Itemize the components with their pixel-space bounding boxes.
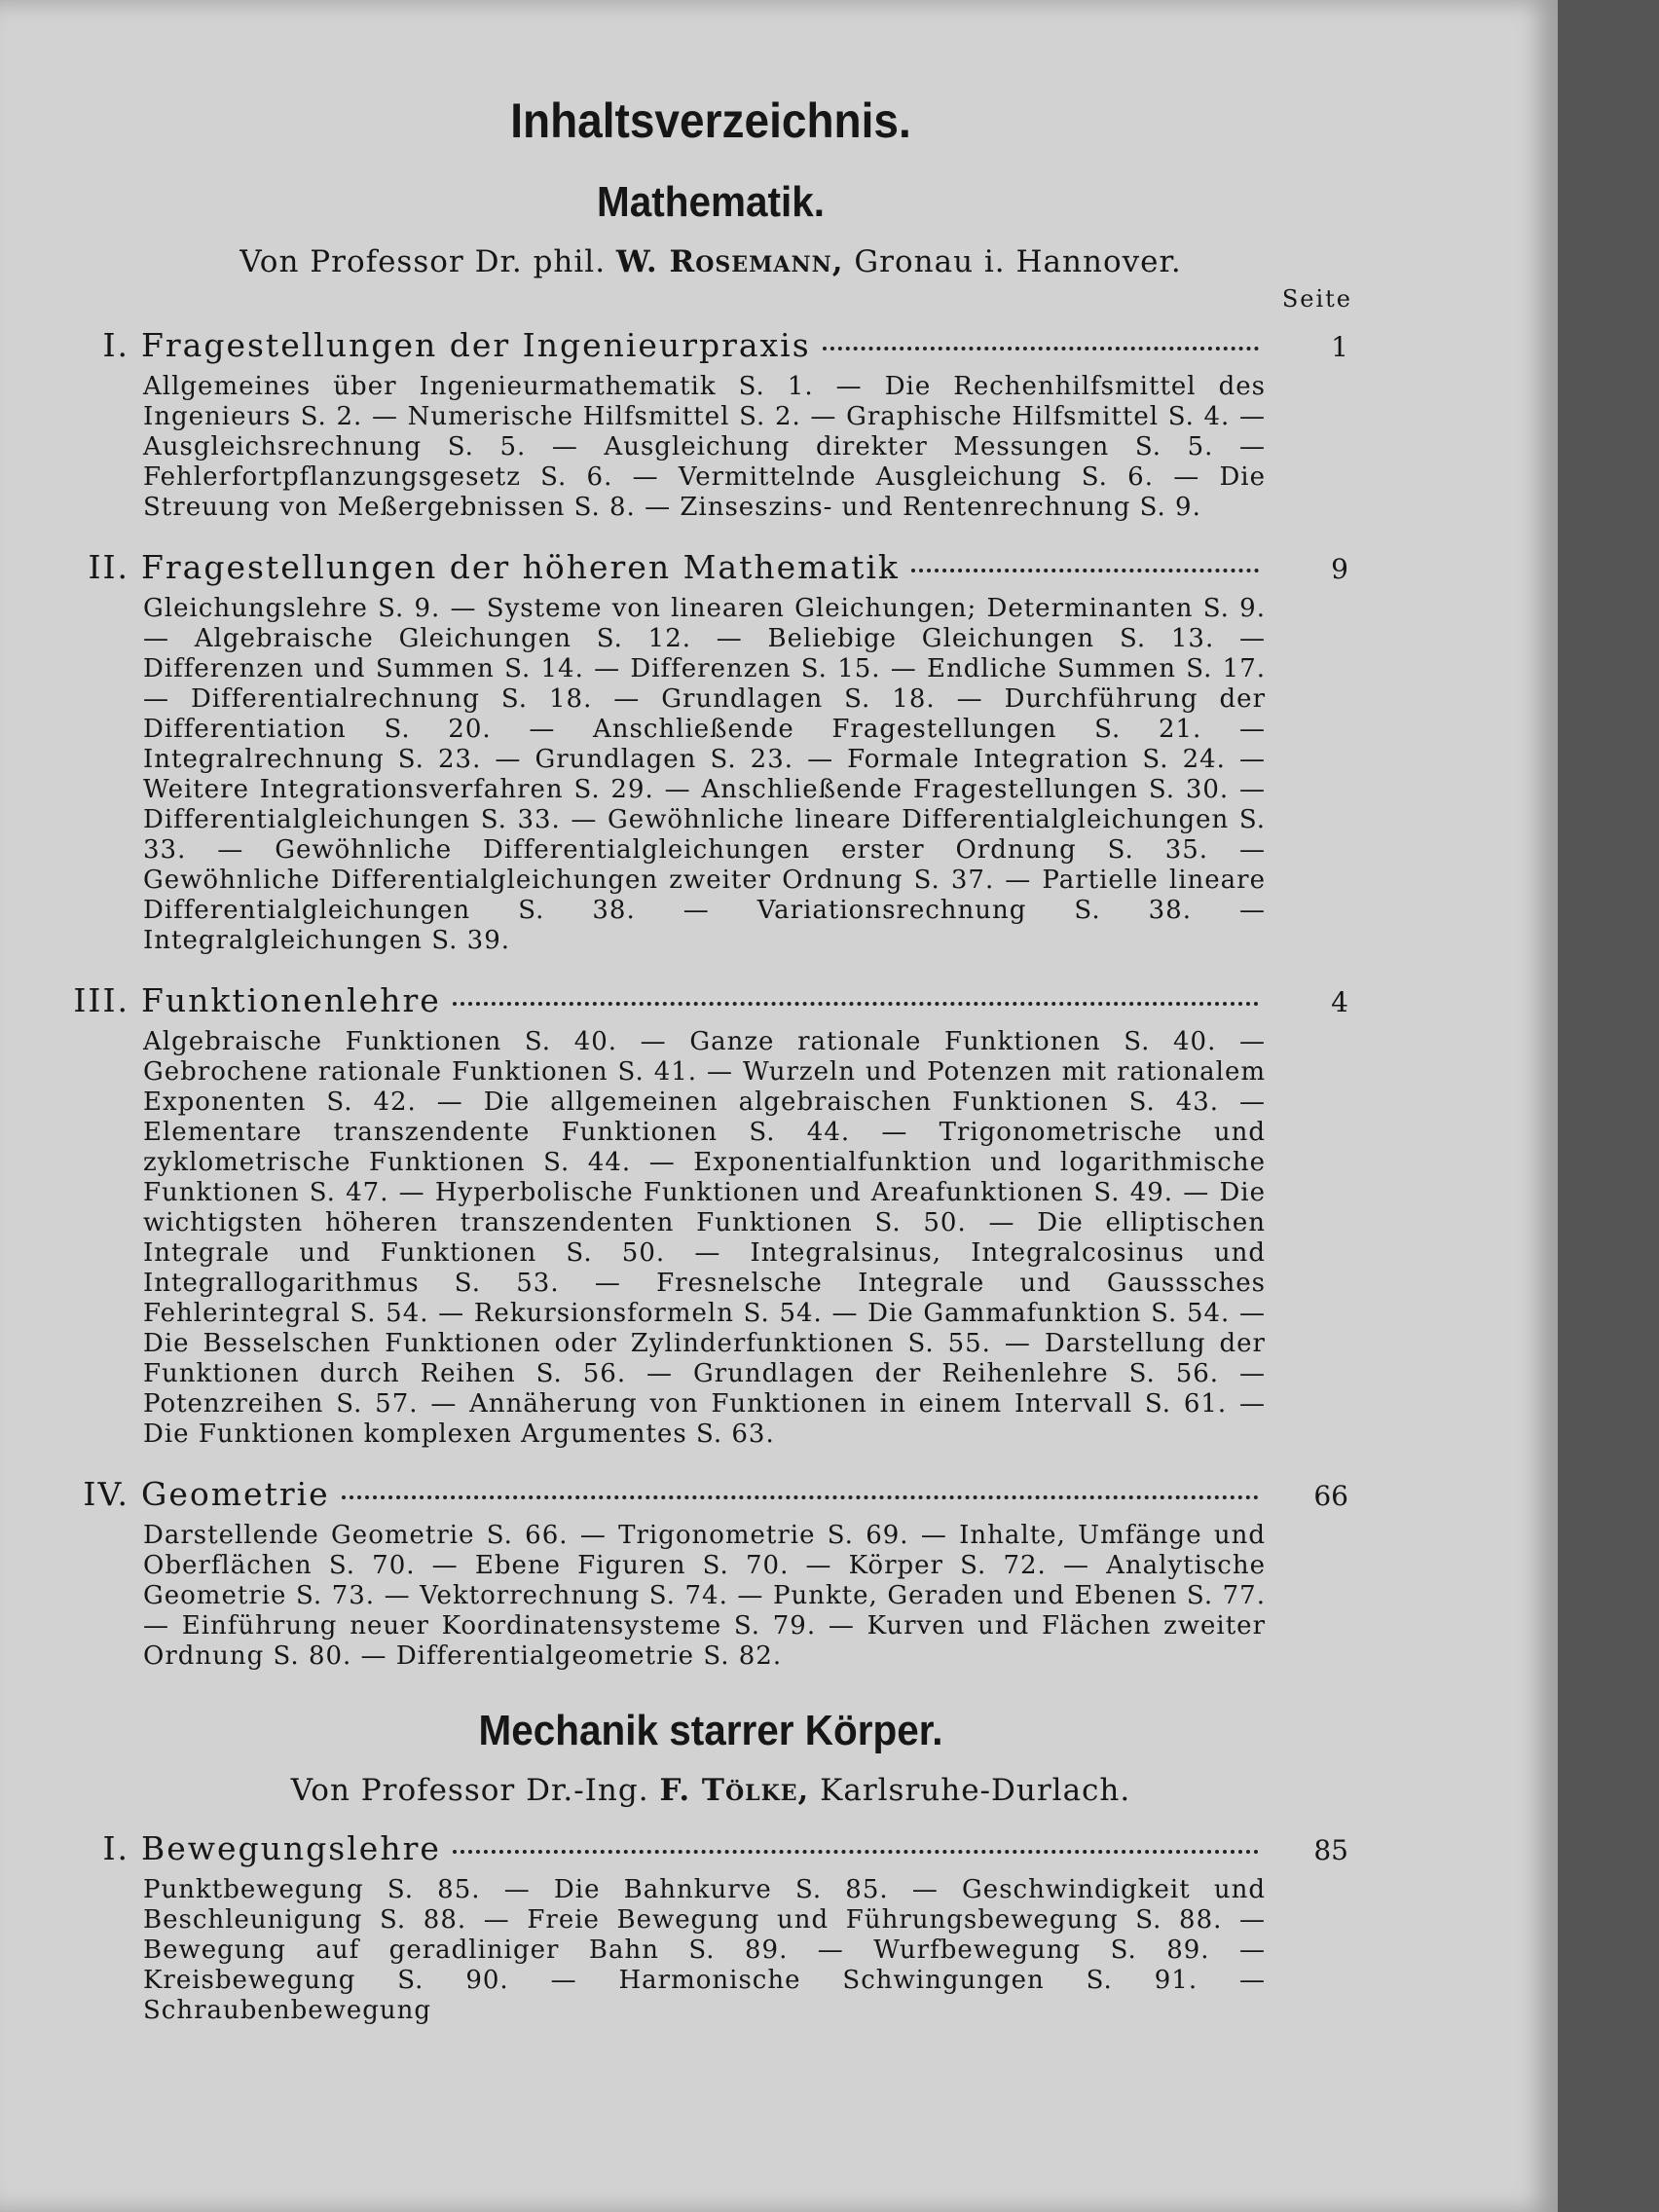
section-title: Geometrie [141,1475,330,1513]
page-number: 85 [1313,1834,1348,1866]
author-name: F. Tölke, [659,1773,810,1808]
section-title: Fragestellungen der Ingenieurpraxis [141,326,811,364]
part-title: Mechanik starrer Körper. [478,1707,943,1754]
page-title: Inhaltsverzeichnis. [510,93,911,148]
part-mathematik [73,178,1352,1672]
page-number: 9 [1331,553,1348,585]
section-numeral: I. [102,326,129,364]
dot-leader [342,1495,1259,1499]
toc-entry-head [73,1829,1348,1867]
section-numeral: IV. [83,1475,129,1513]
toc-entry [73,548,1348,956]
section-title: Fragestellungen der höheren Mathematik [141,548,900,586]
part-mechanik [73,1707,1348,2026]
section-numeral: II. [88,548,129,586]
section-description: Allgemeines über Ingenieurmathematik S. 1. — Die Rechenhilfsmittel des Ingenieurs S. 2. — Numerische Hilfsmittel S. 2. — Graphische Hilfsmittel S. 4. — Ausgleichsrechnung S. 5. — Ausgleichung direkter Messungen S. 5. — Fehlerfortpflanzungsgesetz S. 6. — Vermittelnde Ausgleichung S. 6. — Die Streuung von Meßergebnissen S. 8. — Zinseszins- und Rentenrechnung S. 9. [143,372,1266,522]
section-numeral: III. [73,981,129,1019]
dot-leader [453,1850,1259,1854]
page-number: 66 [1313,1480,1348,1512]
author-prefix: Von Professor Dr.-Ing. [290,1773,649,1808]
toc-entry [73,1475,1348,1672]
dot-leader [911,569,1259,572]
author-name: W. Rosemann, [615,244,844,279]
section-description: Algebraische Funktionen S. 40. — Ganze rationale Funktionen S. 40. — Gebrochene rationale Funktionen S. 41. — Wurzeln und Potenzen mit rationalem Exponenten S. 42. — Die allgemeinen algebraischen Funktionen S. 43. — Elementare transzendente Funktionen S. 44. — Trigonometrische und zyklometrische Funktionen S. 44. — Exponentialfunktion und logarithmische Funktionen S. 47. — Hyperbolische Funktionen und Areafunktionen S. 49. — Die wichtigsten höheren transzendenten Funktionen S. 50. — Die elliptischen Integrale und Funktionen S. 50. — Integralsinus, Integralcosinus und Integrallogarithmus S. 53. — Fresnelsche Integrale und Gausssches Fehlerintegral S. 54. — Rekursionsformeln S. 54. — Die Gammafunktion S. 54. — Die Besselschen Funktionen oder Zylinderfunktionen S. 55. — Darstellung der Funktionen durch Reihen S. 56. — Grundlagen der Reihenlehre S. 56. — Potenzreihen S. 57. — Annäherung von Funktionen in einem Intervall S. 61. — Die Funktionen komplexen Argumentes S. 63. [143,1027,1266,1449]
table-of-contents [73,92,1352,2051]
section-description: Darstellende Geometrie S. 66. — Trigonometrie S. 69. — Inhalte, Umfänge und Oberflächen S. 70. — Ebene Figuren S. 70. — Körper S. 72. — Analytische Geometrie S. 73. — Vektorrechnung S. 74. — Punkte, Geraden und Ebenen S. 77. — Einführung neuer Koordinatensysteme S. 79. — Kurven und Flächen zweiter Ordnung S. 80. — Differentialgeometrie S. 82. [143,1521,1266,1671]
dot-leader [453,1002,1259,1006]
toc-entry [73,1829,1348,2026]
toc-entry-head [73,326,1348,364]
toc-entry-head [73,548,1348,586]
section-title: Bewegungslehre [141,1829,441,1867]
author-prefix: Von Professor Dr. phil. [240,244,607,279]
part-title: Mathematik. [597,178,825,226]
page-number: 4 [1331,986,1348,1018]
toc-entry [73,981,1348,1450]
part-author [73,244,1348,279]
page-number: 1 [1331,331,1348,363]
seite-label: Seite [1281,285,1352,313]
section-description: Punktbewegung S. 85. — Die Bahnkurve S. 85. — Geschwindigkeit und Beschleunigung S. 88. — Freie Bewegung und Führungsbewegung S. 88. — Bewegung auf geradliniger Bahn S. 89. — Wurfbewegung S. 89. — Kreisbewegung S. 90. — Harmonische Schwingungen S. 91. — Schraubenbewegung [143,1875,1266,2025]
author-place: Karlsruhe-Durlach. [820,1773,1131,1808]
toc-entry-head [73,981,1348,1019]
toc-entry-head [73,1475,1348,1513]
toc-entry [73,326,1348,523]
section-numeral: I. [102,1829,129,1867]
section-title: Funktionenlehre [141,981,441,1019]
author-place: Gronau i. Hannover. [854,244,1182,279]
dot-leader [823,347,1259,350]
part-author [73,1773,1348,1808]
page-edge-shadow [1558,0,1659,2212]
section-description: Gleichungslehre S. 9. — Systeme von linearen Gleichungen; Determinanten S. 9. — Algebraische Gleichungen S. 12. — Beliebige Gleichungen S. 13. — Differenzen und Summen S. 14. — Differenzen S. 15. — Endliche Summen S. 17. — Differentialrechnung S. 18. — Grundlagen S. 18. — Durchführung der Differentiation S. 20. — Anschließende Fragestellungen S. 21. — Integralrechnung S. 23. — Grundlagen S. 23. — Formale Integration S. 24. — Weitere Integrationsverfahren S. 29. — Anschließende Fragestellungen S. 30. — Differentialgleichungen S. 33. — Gewöhnliche lineare Differentialgleichungen S. 33. — Gewöhnliche Differentialgleichungen erster Ordnung S. 35. — Gewöhnliche Differentialgleichungen zweiter Ordnung S. 37. — Partielle lineare Differentialgleichungen S. 38. — Variationsrechnung S. 38. — Integralgleichungen S. 39. [143,594,1266,955]
